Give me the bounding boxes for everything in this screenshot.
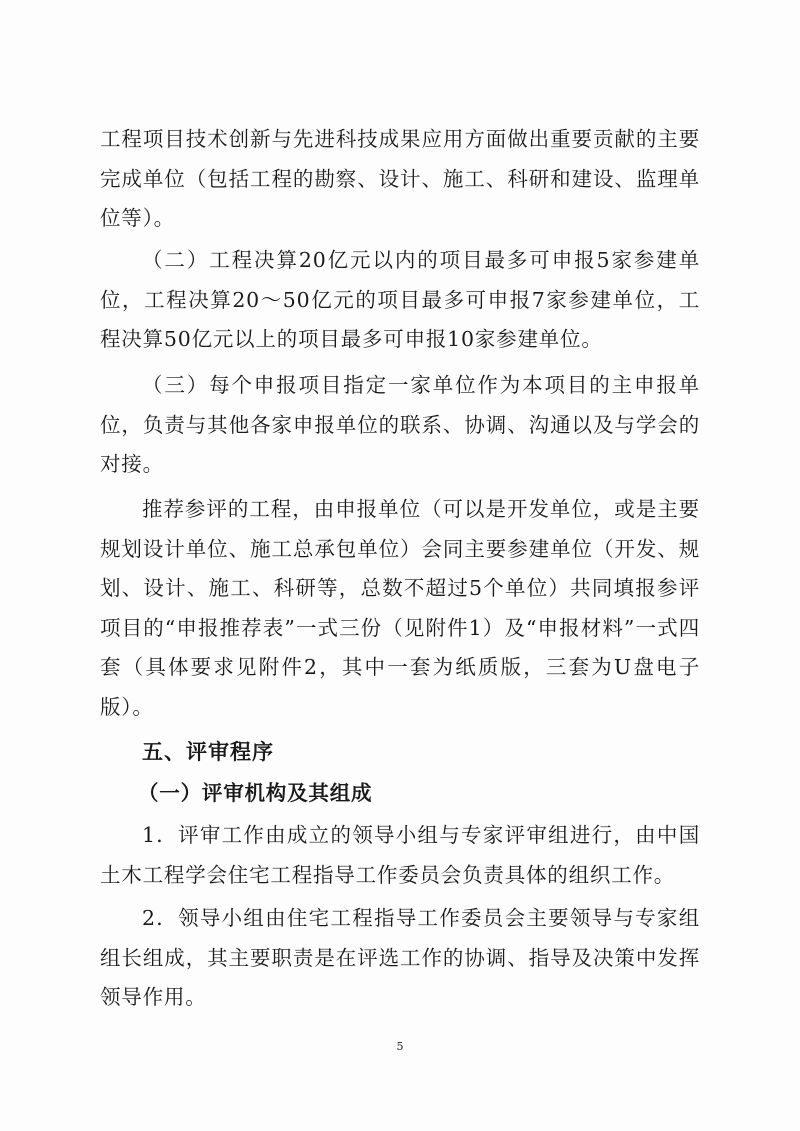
page-number: 5 bbox=[396, 1040, 404, 1053]
paragraph-recommendation: 推荐参评的工程，由申报单位（可以是开发单位，或是主要规划设计单位、施工总承包单位）会同主要参建单位（开发、规划、设计、施工、科研等，总数不超过5个单位）共同填报参评项目的“申报推荐表”一式三份（见附件1）及“申报材料”一式四套（具体要求见附件2，其中一套为纸质版，三套为U盘电子版）。 bbox=[100, 497, 700, 719]
paragraph-item-two: （二）工程决算20亿元以内的项目最多可申报5家参建单位，工程决算20～50亿元的项目最多可申报7家参建单位，工程决算50亿元以上的项目最多可申报10家参建单位。 bbox=[100, 248, 700, 351]
section-heading: 五、评审程序 bbox=[142, 740, 274, 764]
paragraph-item-three: （三）每个申报项目指定一家单位作为本项目的主申报单位，负责与其他各家申报单位的联系、协调、沟通以及与学会的对接。 bbox=[100, 373, 700, 476]
paragraph-review-work: 1．评审工作由成立的领导小组与专家评审组进行，由中国土木工程学会住宅工程指导工作委员会负责具体的组织工作。 bbox=[100, 823, 700, 887]
paragraph-continuation: 工程项目技术创新与先进科技成果应用方面做出重要贡献的主要完成单位（包括工程的勘察、设计、施工、科研和建设、监理单位等）。 bbox=[100, 127, 700, 230]
subsection-heading: （一）评审机构及其组成 bbox=[138, 781, 373, 805]
paragraph-leadership-group: 2．领导小组由住宅工程指导工作委员会主要领导与专家组组长组成，其主要职责是在评选工作的协调、指导及决策中发挥领导作用。 bbox=[100, 906, 700, 1009]
